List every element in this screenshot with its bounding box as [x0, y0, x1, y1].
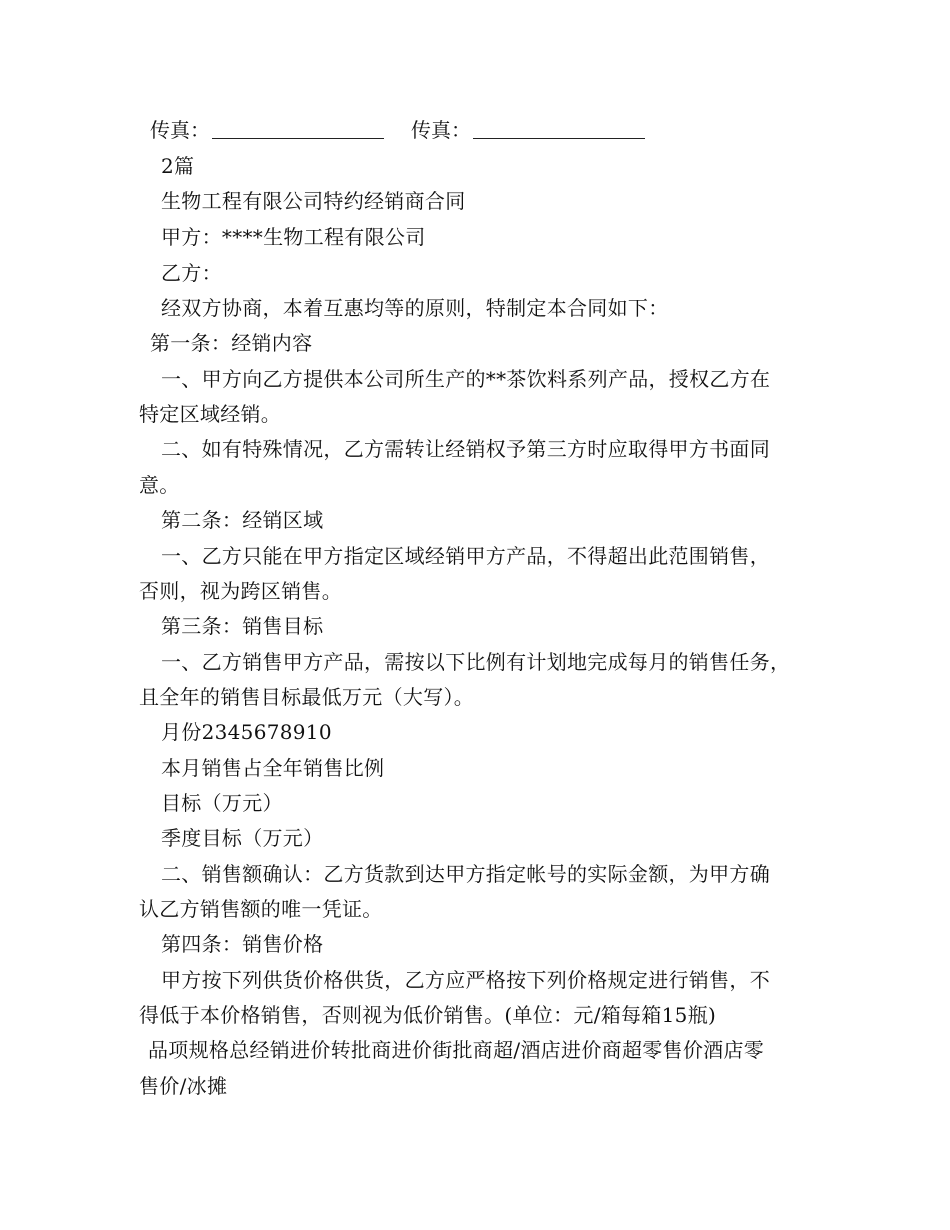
- fax-left-label: 传真：: [150, 118, 210, 142]
- quarter-target-row: 季度目标（万元）: [161, 826, 324, 850]
- article-4-heading: 第四条：销售价格: [161, 932, 324, 956]
- preamble: 经双方协商，本着互惠均等的原则，特制定本合同如下：: [161, 296, 669, 320]
- article-3-item-1-cont: 且全年的销售目标最低万元（大写）。: [139, 685, 475, 709]
- party-a: 甲方：****生物工程有限公司: [161, 225, 426, 249]
- article-1-item-2-cont: 意。: [139, 473, 180, 497]
- fax-left: [150, 118, 384, 142]
- price-table-header: 品项规格总经销进价转批商进价街批商超/酒店进价商超零售价酒店零: [148, 1038, 765, 1062]
- price-table-header-cont: 售价/冰摊: [139, 1074, 228, 1098]
- article-3-item-2: 二、销售额确认：乙方货款到达甲方指定帐号的实际金额，为甲方确: [161, 862, 770, 886]
- party-b: 乙方：: [161, 261, 222, 285]
- contract-title: 生物工程有限公司特约经销商合同: [161, 189, 466, 213]
- article-2-heading: 第二条：经销区域: [161, 508, 324, 532]
- monthly-ratio-row: 本月销售占全年销售比例: [161, 756, 385, 780]
- article-3-item-2-cont: 认乙方销售额的唯一凭证。: [139, 897, 383, 921]
- month-row: 月份2345678910: [161, 720, 332, 744]
- copy-count: 2篇: [161, 154, 195, 178]
- fax-right: [411, 118, 645, 142]
- fax-left-blank: [212, 120, 384, 139]
- fax-right-blank: [473, 120, 645, 139]
- article-1-heading: 第一条：经销内容: [150, 331, 313, 355]
- article-3-item-1: 一、乙方销售甲方产品，需按以下比例有计划地完成每月的销售任务，: [161, 650, 791, 674]
- article-4-body: 甲方按下列供货价格供货，乙方应严格按下列价格规定进行销售，不: [161, 968, 770, 992]
- fax-right-label: 传真：: [411, 118, 471, 142]
- article-3-heading: 第三条：销售目标: [161, 614, 324, 638]
- article-2-item-1: 一、乙方只能在甲方指定区域经销甲方产品，不得超出此范围销售，: [161, 544, 770, 568]
- target-row: 目标（万元）: [161, 791, 283, 815]
- article-2-item-1-cont: 否则，视为跨区销售。: [139, 579, 342, 603]
- article-1-item-1-cont: 特定区域经销。: [139, 402, 282, 426]
- article-1-item-2: 二、如有特殊情况，乙方需转让经销权予第三方时应取得甲方书面同: [161, 437, 770, 461]
- article-4-body-cont: 得低于本价格销售，否则视为低价销售。(单位：元/箱每箱15瓶): [139, 1003, 717, 1027]
- article-1-item-1: 一、甲方向乙方提供本公司所生产的**茶饮料系列产品，授权乙方在: [161, 367, 771, 391]
